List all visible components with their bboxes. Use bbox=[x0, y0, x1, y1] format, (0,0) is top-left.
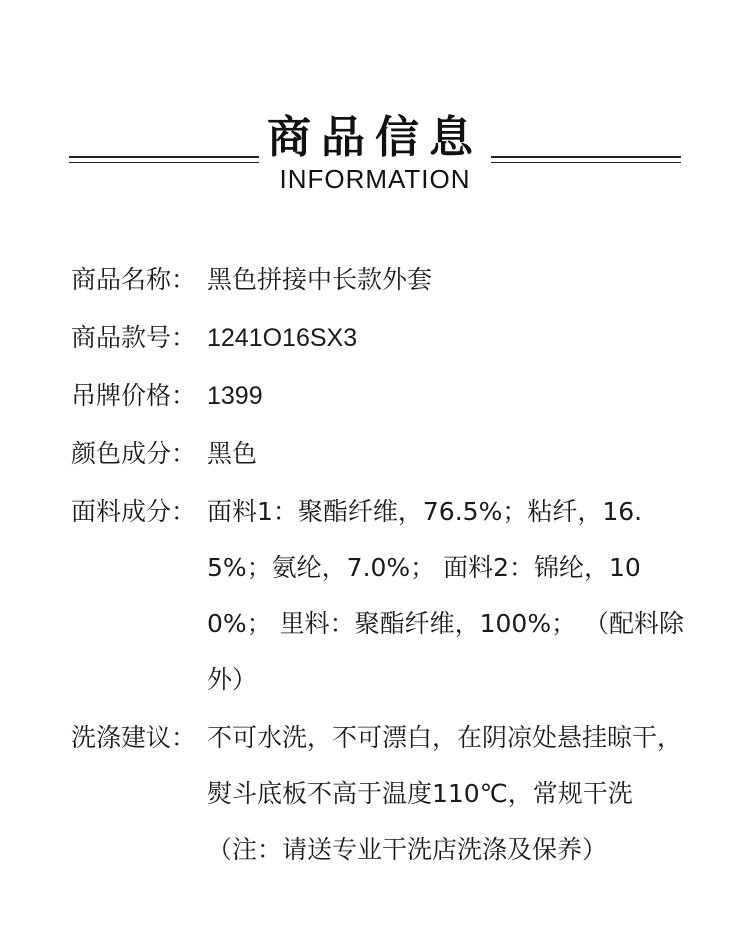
info-label: 颜色成分： bbox=[71, 439, 197, 468]
info-row-price bbox=[71, 368, 691, 424]
info-row-care bbox=[71, 710, 691, 878]
section-header bbox=[0, 0, 750, 200]
info-value: 黑色拼接中长款外套 bbox=[207, 265, 433, 294]
info-row-name bbox=[71, 252, 691, 308]
info-value: 1399 bbox=[207, 382, 263, 410]
product-info-list bbox=[71, 252, 691, 880]
info-label: 洗涤建议： bbox=[71, 723, 197, 752]
info-value: 不可水洗，不可漂白，在阴凉处悬挂晾干，熨斗底板不高于温度110℃，常规干洗（注：请送专业干洗店洗涤及保养） bbox=[207, 723, 683, 864]
info-row-color bbox=[71, 426, 691, 482]
info-value: 黑色 bbox=[207, 439, 258, 468]
info-label: 吊牌价格： bbox=[71, 381, 197, 410]
info-label: 商品款号： bbox=[71, 323, 197, 352]
info-label: 商品名称： bbox=[71, 265, 197, 294]
info-value: 1241O16SX3 bbox=[207, 324, 358, 352]
info-row-style-number bbox=[71, 310, 691, 366]
section-title: 商品信息 bbox=[267, 112, 483, 163]
info-row-fabric bbox=[71, 484, 691, 708]
section-subtitle: INFORMATION bbox=[279, 164, 471, 194]
info-value: 面料1：聚酯纤维，76.5%；粘纤，16.5%；氨纶，7.0%； 面料2：锦纶，100%； 里料：聚酯纤维，100%； （配料除外） bbox=[207, 497, 685, 694]
info-label: 面料成分： bbox=[71, 497, 197, 526]
